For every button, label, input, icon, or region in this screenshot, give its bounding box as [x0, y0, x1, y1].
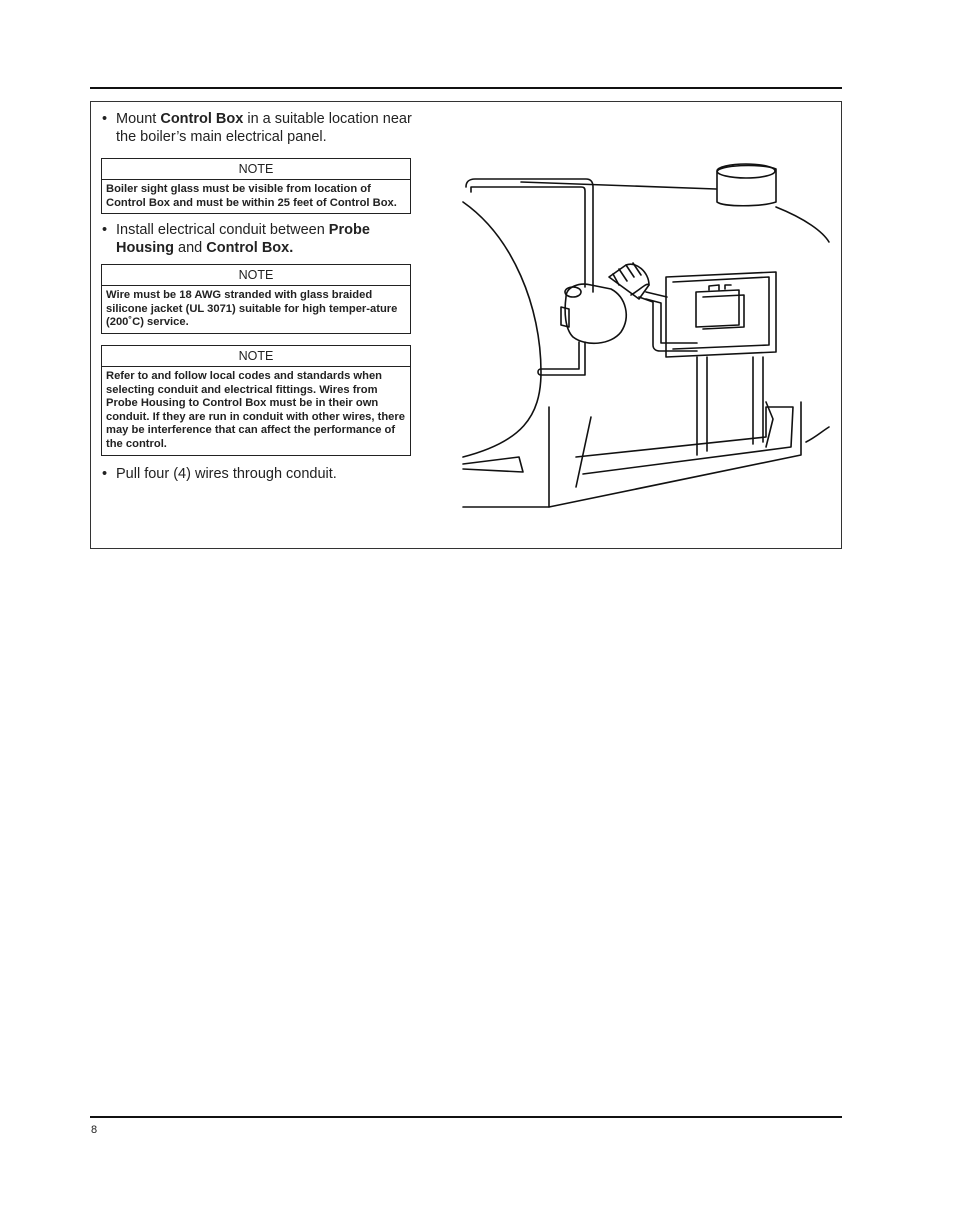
boiler-shell-front	[463, 202, 541, 457]
footer-rule	[90, 1116, 842, 1118]
control-box-term: Control Box.	[206, 240, 294, 257]
boiler-installation-illustration	[461, 157, 833, 517]
page-number: 8	[91, 1124, 98, 1136]
instruction-panel	[90, 101, 842, 549]
probe-housing-term: Probe Housing	[116, 222, 370, 257]
step-pull-wires: • Pull four (4) wires through conduit.	[101, 465, 431, 483]
note-wire-spec	[101, 264, 411, 334]
note-body: Boiler sight glass must be visible from location of Control Box and must be within 25 feet of Control Box.	[106, 183, 397, 209]
probe-housing	[565, 284, 626, 343]
control-box	[666, 272, 776, 357]
note-body: Refer to and follow local codes and standards when selecting conduit and electrical fittings. Wires from Probe Housing to Control Box must be in their own conduit. If they are run in conduit with other wires, there may be interference that can affect the performance of the control.	[106, 369, 405, 450]
step-mount-control-box: • Mount Control Box in a suitable location near the boiler’s main electrical panel.	[101, 110, 431, 146]
control-box-term: Control Box	[160, 111, 244, 127]
steam-dome	[717, 165, 776, 205]
note-title: NOTE	[102, 159, 410, 180]
instruction-column	[101, 110, 431, 483]
note-title: NOTE	[102, 346, 410, 367]
conduit-pipe	[466, 179, 593, 292]
note-title: NOTE	[102, 265, 410, 286]
control-box-support	[697, 357, 707, 455]
note-sight-glass	[101, 158, 411, 214]
note-body: Wire must be 18 AWG stranded with glass braided silicone jacket (UL 3071) suitable for high temper-ature (200˚C) service.	[106, 289, 398, 329]
boiler-base	[463, 457, 523, 472]
step-install-conduit: • Install electrical conduit between Probe Housing and Control Box.	[101, 221, 431, 257]
header-rule	[90, 87, 842, 89]
note-local-codes	[101, 345, 411, 456]
boiler-shell-top	[521, 182, 716, 189]
